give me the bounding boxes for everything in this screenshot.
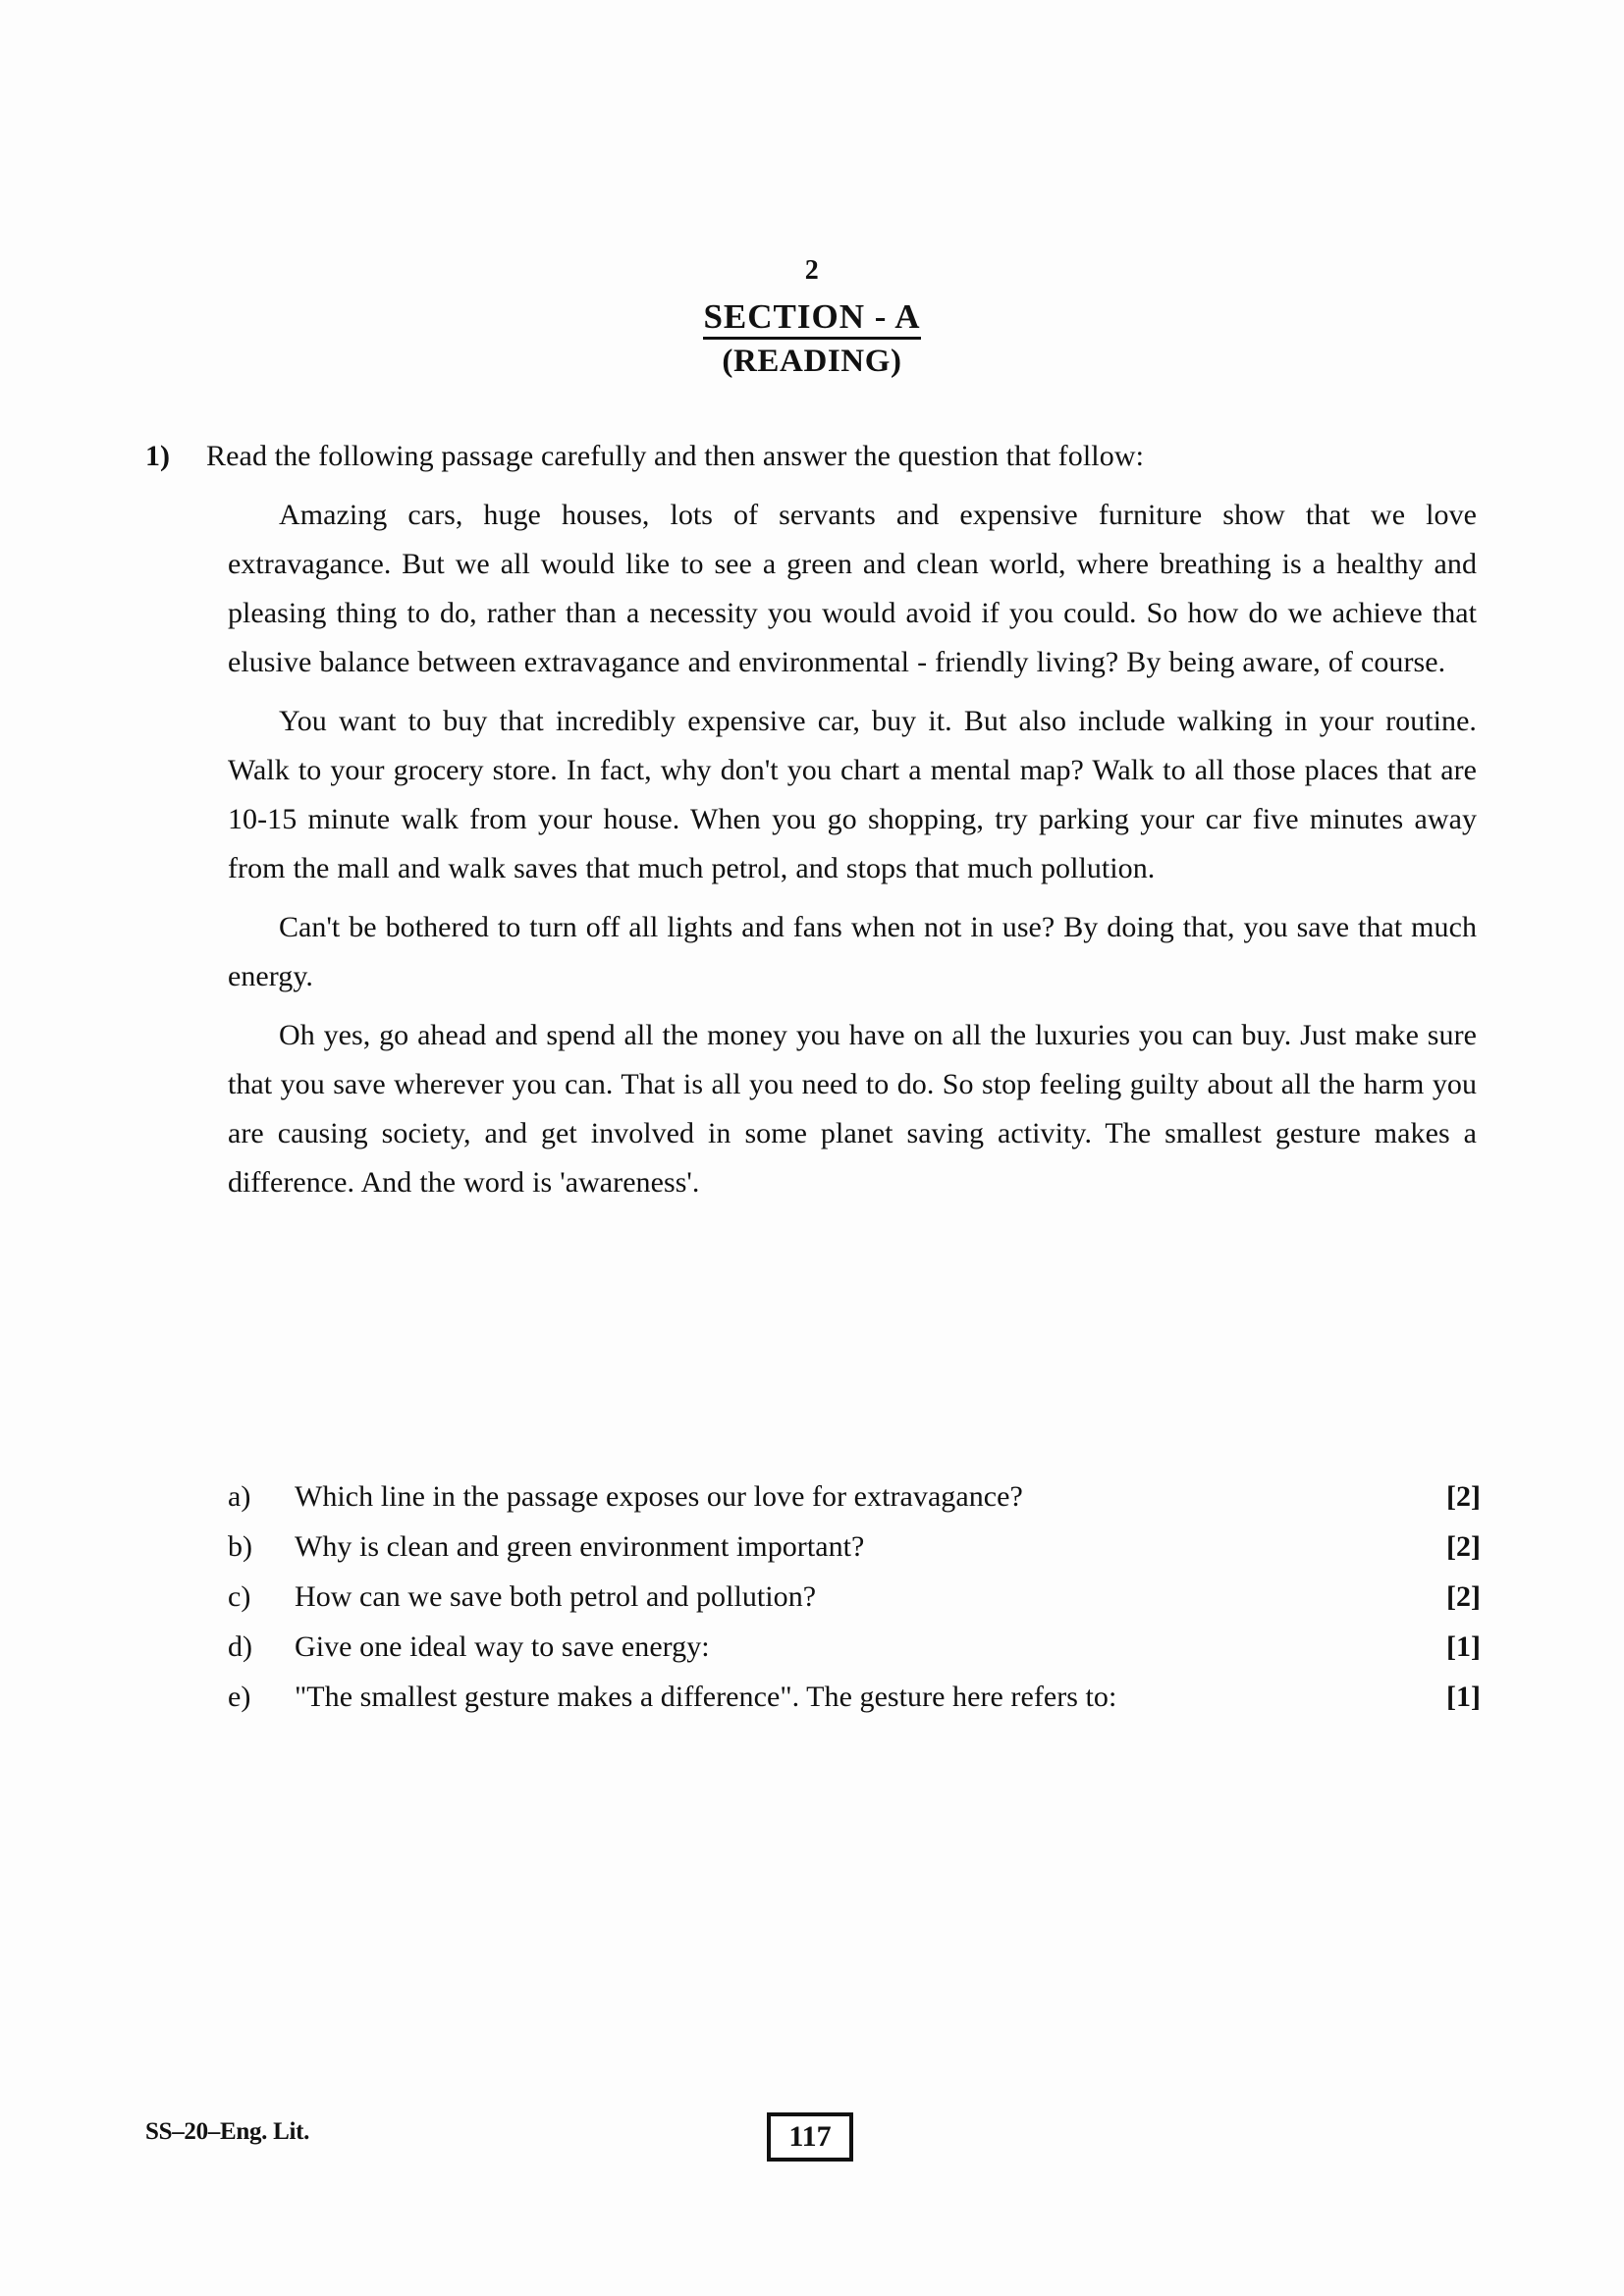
page-number-top: 2 (804, 255, 820, 286)
passage-paragraph: Amazing cars, huge houses, lots of servants and expensive furniture show that we love extravagance. But we all would like to see a green and clean world, where breathing is a healthy and pleasing thing to do, rather than a necessity you would avoid if you could. So how do we achieve that elusive balance between extravagance and environmental - friendly living? By being aware, of course. (228, 499, 1477, 678)
footer-paper-code: SS–20–Eng. Lit. (145, 2118, 310, 2145)
section-title-text: SECTION - A (703, 297, 920, 340)
question-1-number: 1) (145, 440, 170, 472)
subquestion-list (228, 1480, 1481, 1731)
subquestion-label: e) (228, 1681, 251, 1713)
subquestion-marks: [2] (1446, 1480, 1481, 1513)
footer-page-number-box: 117 (767, 2112, 853, 2162)
subquestion-row (228, 1630, 1481, 1664)
subquestion-row (228, 1530, 1481, 1564)
page-header (0, 257, 1624, 381)
subquestion-marks: [2] (1446, 1530, 1481, 1563)
section-subtitle: (READING) (722, 344, 902, 380)
subquestion-marks: [1] (1446, 1630, 1481, 1663)
subquestion-label: d) (228, 1630, 252, 1663)
subquestion-text: Why is clean and green environment important? (295, 1530, 865, 1563)
subquestion-label: c) (228, 1580, 251, 1613)
question-1-row (145, 440, 1500, 473)
subquestion-text: Give one ideal way to save energy: (295, 1630, 710, 1663)
reading-passage (228, 491, 1477, 1207)
subquestion-row (228, 1480, 1481, 1514)
passage-paragraph: Can't be bothered to turn off all lights and fans when not in use? By doing that, you save that much energy. (228, 911, 1477, 992)
subquestion-marks: [1] (1446, 1681, 1481, 1713)
passage-paragraph: You want to buy that incredibly expensive car, buy it. But also include walking in your routine. Walk to your grocery store. In fact, why don't you chart a mental map? Walk to all those places that are 10-15 minute walk from your house. When you go shopping, try parking your car five minutes away from the mall and walk saves that much petrol, and stops that much pollution. (228, 705, 1477, 884)
passage-paragraph: Oh yes, go ahead and spend all the money you have on all the luxuries you can buy. Just make sure that you save wherever you can. That is all you need to do. So stop feeling guilty about all the harm you are causing society, and get involved in some planet saving activity. The smallest gesture makes a difference. And the word is 'awareness'. (228, 1019, 1477, 1199)
subquestion-label: a) (228, 1480, 251, 1513)
subquestion-text: "The smallest gesture makes a difference". The gesture here refers to: (295, 1681, 1117, 1713)
section-title (0, 297, 1624, 337)
subquestion-text: How can we save both petrol and pollution? (295, 1580, 817, 1613)
subquestion-row (228, 1681, 1481, 1714)
subquestion-row (228, 1580, 1481, 1614)
subquestion-label: b) (228, 1530, 252, 1563)
question-1-instruction: Read the following passage carefully and then answer the question that follow: (206, 440, 1145, 472)
subquestion-text: Which line in the passage exposes our love for extravagance? (295, 1480, 1023, 1513)
subquestion-marks: [2] (1446, 1580, 1481, 1613)
